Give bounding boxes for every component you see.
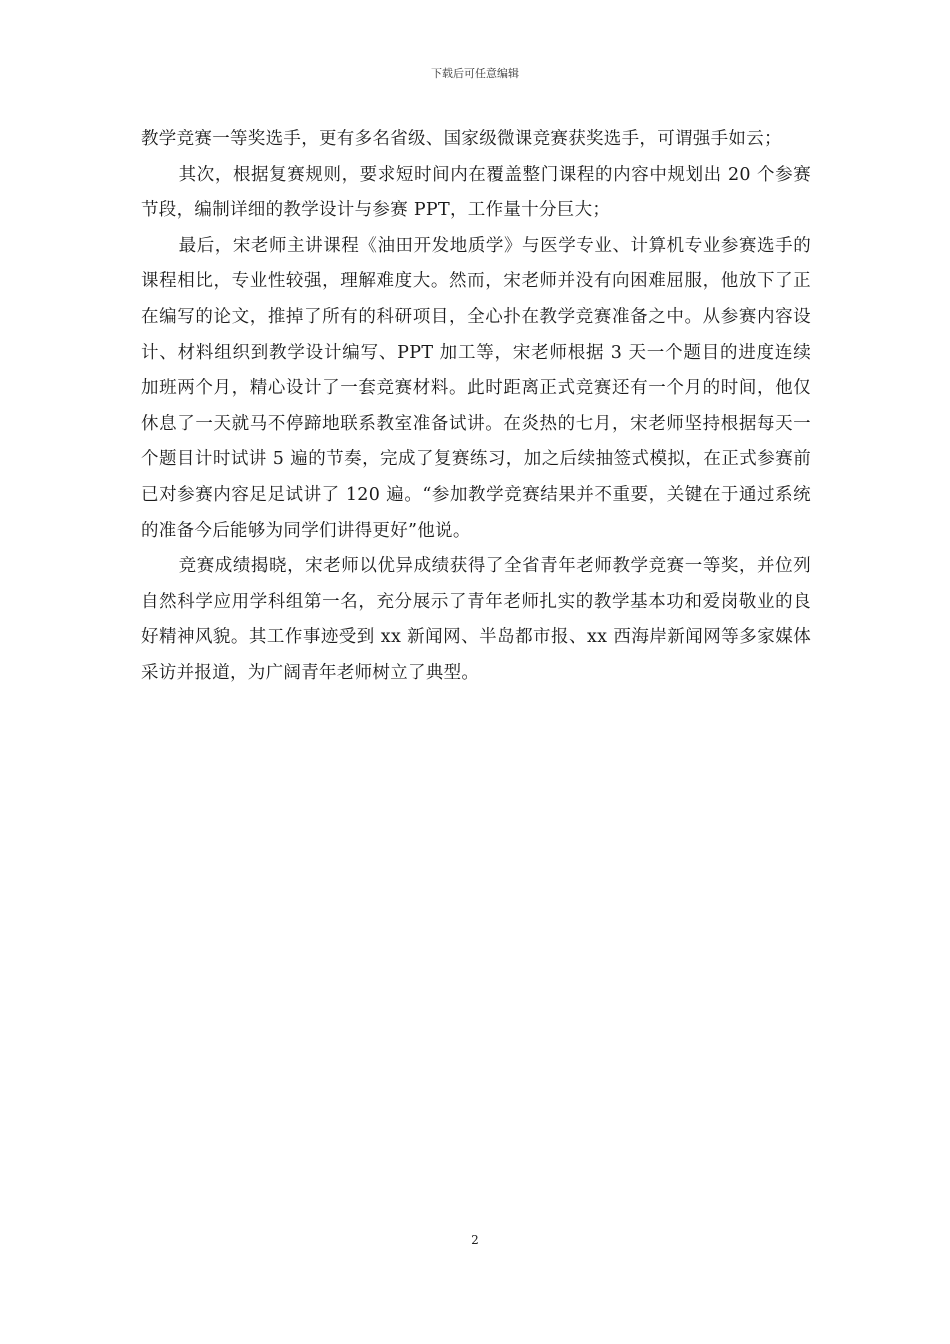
paragraph-3: 最后，宋老师主讲课程《油田开发地质学》与医学专业、计算机专业参赛选手的课程相比，专业性较强，理解难度大。然而，宋老师并没有向困难屈服，他放下了正在编写的论文，推掉了所有的科研项目，全心扑在教学竞赛准备之中。从参赛内容设计、材料组织到教学设计编写、PPT 加工等，宋老师根据 3 天一个题目的进度连续加班两个月，精心设计了一套竞赛材料。此时距离正式竞赛还有一个月的时间，他仅休息了一天就马不停蹄地联系教室准备试讲。在炎热的七月，宋老师坚持根据每天一个题目计时试讲 5 遍的节奏，完成了复赛练习，加之后续抽签式模拟，在正式参赛前已对参赛内容足足试讲了 120 遍。“参加教学竞赛结果并不重要，关键在于通过系统的准备今后能够为同学们讲得更好”他说。 bbox=[141, 235, 811, 541]
page-number: 2 bbox=[471, 1233, 479, 1247]
paragraph-4: 竞赛成绩揭晓，宋老师以优异成绩获得了全省青年老师教学竞赛一等奖，并位列自然科学应用学科组第一名，充分展示了青年老师扎实的教学基本功和爱岗敬业的良好精神风貌。其工作事迹受到 xx 新闻网、半岛都市报、xx 西海岸新闻网等多家媒体采访并报道，为广阔青年老师树立了典型。 bbox=[141, 556, 811, 683]
paragraph-2: 其次，根据复赛规则，要求短时间内在覆盖整门课程的内容中规划出 20 个参赛节段，编制详细的教学设计与参赛 PPT，工作量十分巨大； bbox=[141, 164, 811, 221]
paragraph-1: 教学竞赛一等奖选手，更有多名省级、国家级微课竞赛获奖选手，可谓强手如云； bbox=[141, 129, 782, 149]
page-header: 下载后可任意编辑 bbox=[431, 67, 519, 80]
document-body bbox=[141, 122, 811, 692]
